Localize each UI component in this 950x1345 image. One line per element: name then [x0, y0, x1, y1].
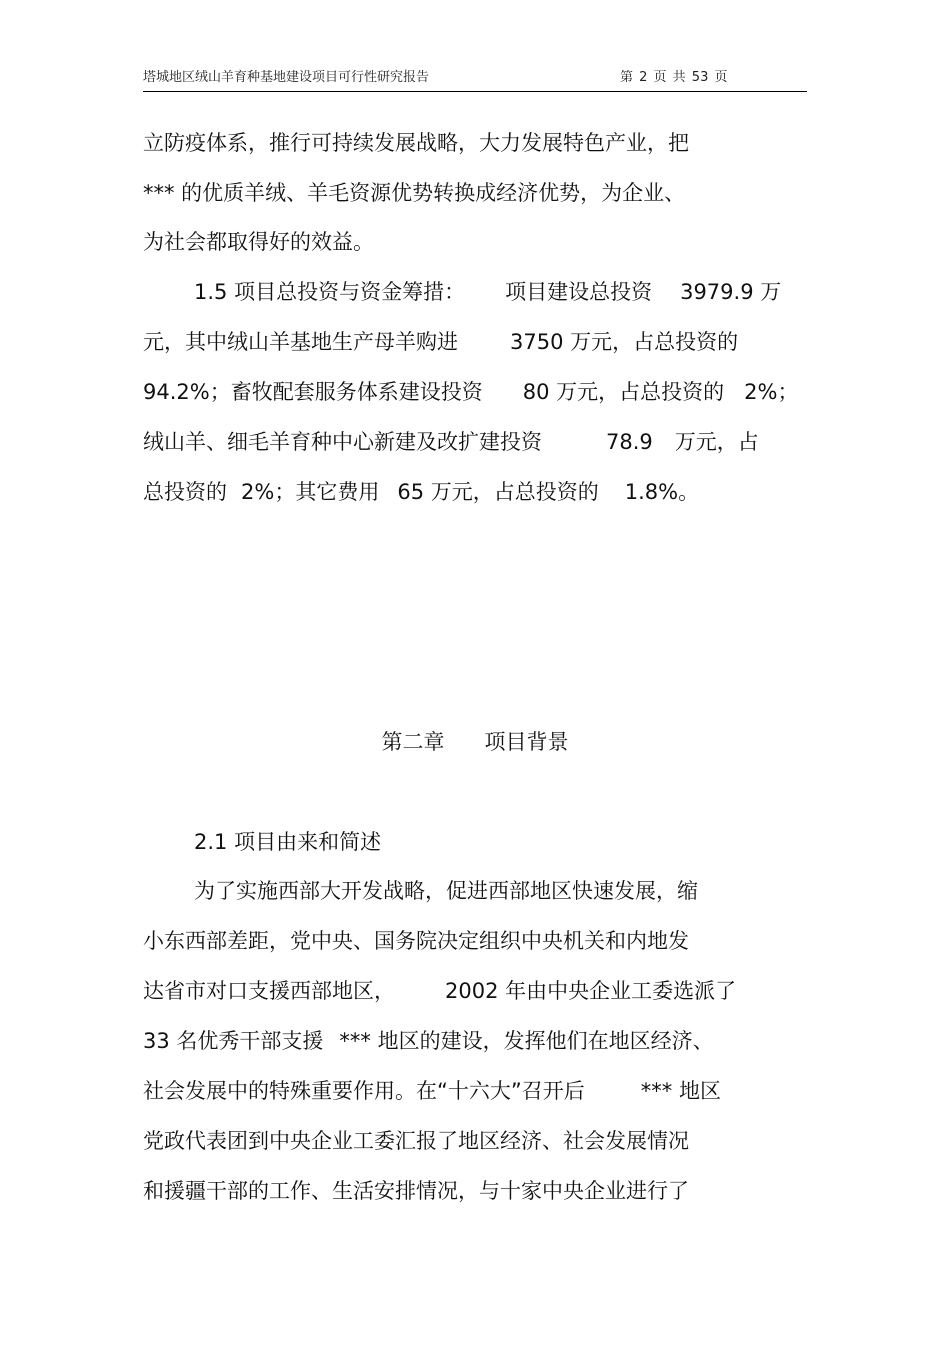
text-run: 3750 万元，占总投资的: [510, 330, 739, 354]
chapter-title: 第二章 项目背景: [381, 730, 569, 754]
text-run: 总投资的: [143, 480, 227, 504]
body-line: 和援疆干部的工作、生活安排情况，与十家中央企业进行了: [143, 1179, 689, 1203]
text-run: 社会发展中的特殊重要作用。在“十六大”召开后: [143, 1079, 585, 1103]
investment-line: [143, 479, 699, 505]
text-run: 项目建设总投资: [505, 280, 653, 304]
text-run: 2002 年由中央企业工委选派了: [445, 979, 737, 1003]
body-line: [143, 1028, 714, 1054]
text-run: 80 万元，占总投资的: [522, 380, 725, 404]
text-run: 绒山羊、细毛羊育种中心新建及改扩建投资: [143, 430, 542, 454]
header-title: 塔城地区绒山羊育种基地建设项目可行性研究报告: [143, 70, 430, 85]
text-run: 2%；: [744, 380, 799, 404]
header-rule: [143, 91, 807, 92]
text-run: 万元，占: [674, 430, 759, 454]
text-run: 1.8%。: [624, 480, 700, 504]
body-line: 党政代表团到中央企业工委汇报了地区经济、社会发展情况: [143, 1129, 689, 1153]
text-run: 94.2%；畜牧配套服务体系建设投资: [143, 380, 483, 404]
body-line: [143, 978, 736, 1004]
header-page-number: 第 2 页 共 53 页: [620, 70, 728, 85]
text-run: *** 地区: [640, 1079, 721, 1103]
text-run: 3979.9 万: [680, 280, 782, 304]
text-run: 65 万元，占总投资的: [397, 480, 599, 504]
section-heading: 2.1 项目由来和简述: [194, 830, 382, 854]
body-line: [143, 1078, 721, 1104]
body-line: 为社会都取得好的效益。: [143, 230, 374, 254]
investment-line: [194, 279, 781, 305]
investment-line: [143, 429, 759, 455]
body-line: 为了实施西部大开发战略，促进西部地区快速发展，缩: [194, 879, 698, 903]
text-run: 元，其中绒山羊基地生产母羊购进: [143, 330, 458, 354]
text-run: 1.5 项目总投资与资金筹措：: [194, 280, 466, 304]
investment-line: [143, 379, 798, 405]
body-line: 小东西部差距，党中央、国务院决定组织中央机关和内地发: [143, 929, 689, 953]
body-line: *** 的优质羊绒、羊毛资源优势转换成经济优势，为企业、: [143, 181, 686, 205]
text-run: 78.9: [606, 430, 653, 454]
text-run: 达省市对口支援西部地区，: [143, 979, 395, 1003]
text-run: 33 名优秀干部支援: [143, 1029, 324, 1053]
investment-line: [143, 329, 738, 355]
body-line: 立防疫体系，推行可持续发展战略，大力发展特色产业，把: [143, 131, 689, 155]
text-run: 2%；其它费用: [241, 480, 380, 504]
text-run: *** 地区的建设，发挥他们在地区经济、: [339, 1029, 714, 1053]
